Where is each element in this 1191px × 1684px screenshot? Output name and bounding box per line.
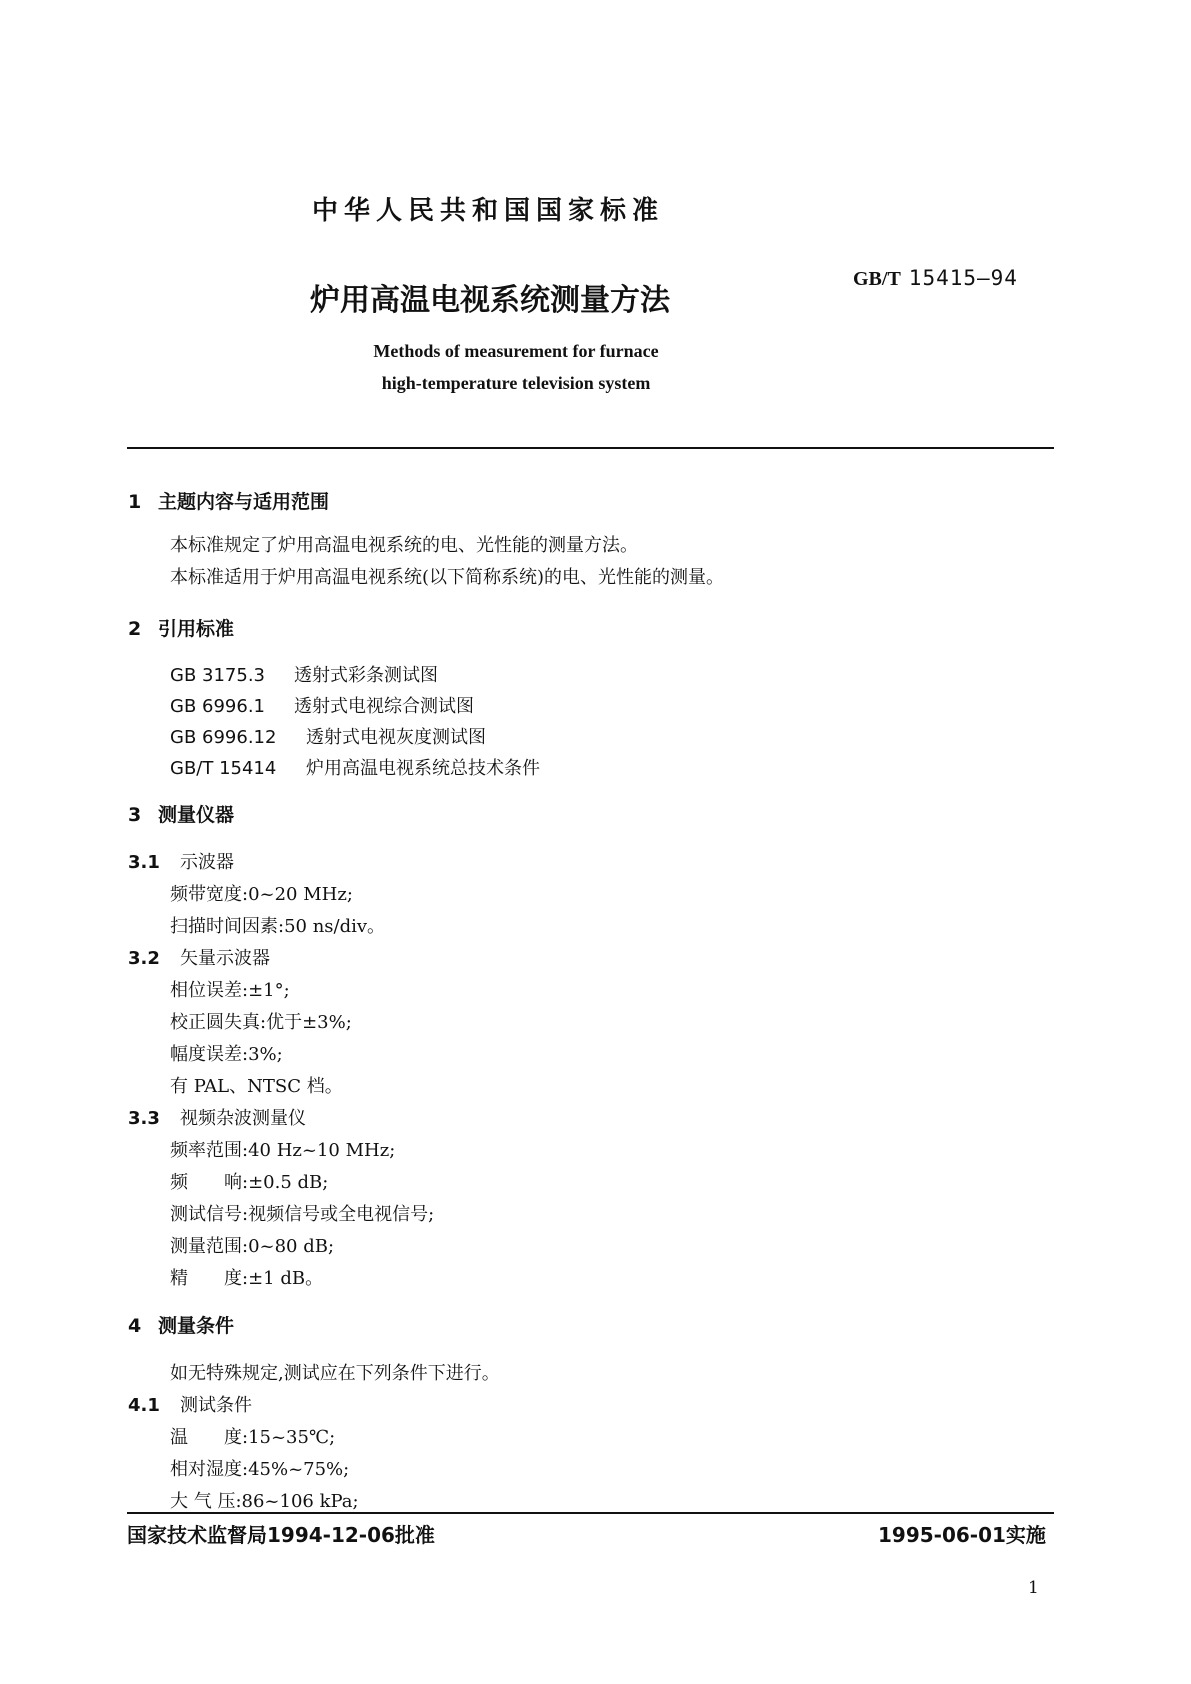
subsection-title: 测试条件 [180,1395,252,1416]
national-standard-heading: 中华人民共和国国家标准 [312,196,665,226]
reference-name: 炉用高温电视系统总技术条件 [306,758,540,779]
section-4-intro: 如无特殊规定,测试应在下列条件下进行。 [170,1363,500,1384]
title-english-line2: high-temperature television system [381,373,651,393]
spec-line: 频 响:±0.5 dB; [170,1172,329,1193]
section-4-heading [128,1311,234,1338]
spec-line: 相位误差:±1°; [170,980,290,1001]
reference-code: GB 6996.12 [170,727,277,748]
standard-prefix: GB/T [853,268,901,290]
section-1-paragraph: 本标准规定了炉用高温电视系统的电、光性能的测量方法。 [170,535,638,556]
section-title: 主题内容与适用范围 [158,491,330,513]
spec-line: 有 PAL、NTSC 档。 [170,1076,343,1097]
spec-line: 测量范围:0~80 dB; [170,1236,335,1257]
reference-item [170,692,474,718]
subsection-4-1 [128,1391,252,1417]
section-number: 4 [128,1315,142,1337]
page-number: 1 [1028,1578,1039,1598]
section-number: 3 [128,804,142,826]
subsection-3-2 [128,944,270,970]
standard-number: 15415—94 [908,266,1018,290]
subsection-3-1 [128,848,234,874]
reference-item [170,661,438,687]
section-title: 引用标准 [158,618,235,640]
standard-code [853,266,1018,291]
section-2-heading [128,614,234,641]
section-1-heading [128,487,329,514]
section-number: 2 [128,618,142,640]
reference-name: 透射式电视综合测试图 [294,696,474,717]
spec-line: 相对湿度:45%~75%; [170,1459,350,1480]
reference-code: GB 3175.3 [170,665,266,686]
section-1-paragraph: 本标准适用于炉用高温电视系统(以下简称系统)的电、光性能的测量。 [170,567,725,588]
section-title: 测量条件 [158,1315,235,1337]
reference-item [170,754,540,780]
title-chinese: 炉用高温电视系统测量方法 [310,283,670,318]
spec-line: 频带宽度:0~20 MHz; [170,884,353,905]
effective-date: 1995-06-01实施 [878,1523,1046,1547]
spec-line: 大 气 压:86~106 kPa; [170,1491,359,1512]
title-english-line1: Methods of measurement for furnace [373,341,659,361]
spec-line: 幅度误差:3%; [170,1044,283,1065]
header-divider [127,447,1054,449]
subsection-number: 3.2 [128,948,160,969]
section-title: 测量仪器 [158,804,235,826]
spec-line: 校正圆失真:优于±3%; [170,1012,352,1033]
reference-item [170,723,486,749]
spec-line: 测试信号:视频信号或全电视信号; [170,1204,435,1225]
reference-name: 透射式彩条测试图 [294,665,438,686]
subsection-title: 示波器 [180,852,234,873]
approval-info: 国家技术监督局1994-12-06批准 [127,1523,435,1547]
subsection-number: 4.1 [128,1395,160,1416]
spec-line: 频率范围:40 Hz~10 MHz; [170,1140,396,1161]
section-number: 1 [128,491,142,513]
spec-line: 温 度:15~35℃; [170,1427,336,1448]
section-3-heading [128,800,234,827]
reference-code: GB 6996.1 [170,696,266,717]
footer-divider [127,1512,1054,1514]
spec-line: 扫描时间因素:50 ns/div。 [170,916,386,937]
reference-name: 透射式电视灰度测试图 [306,727,486,748]
reference-code: GB/T 15414 [170,758,277,779]
subsection-number: 3.3 [128,1108,160,1129]
subsection-3-3 [128,1104,306,1130]
subsection-title: 矢量示波器 [180,948,270,969]
subsection-title: 视频杂波测量仪 [180,1108,306,1129]
spec-line: 精 度:±1 dB。 [170,1268,324,1289]
subsection-number: 3.1 [128,852,160,873]
